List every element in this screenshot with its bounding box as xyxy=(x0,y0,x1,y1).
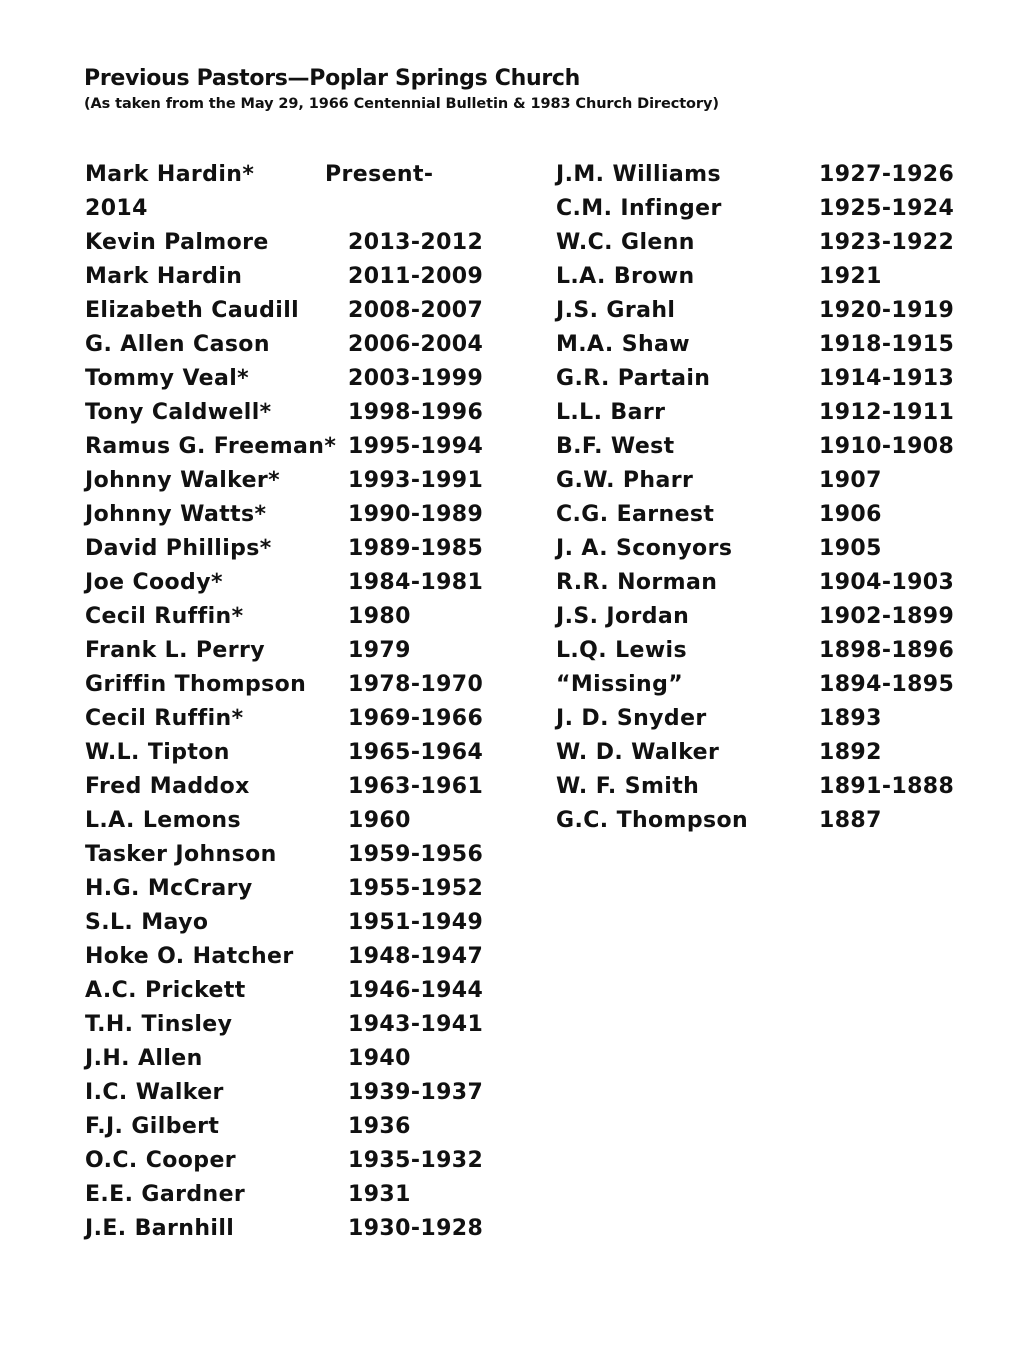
pastor-name: W.C. Glenn xyxy=(556,230,695,255)
pastor-years: 1892 xyxy=(819,740,882,765)
pastor-years: 1902-1899 xyxy=(819,604,955,629)
pastor-years: 1904-1903 xyxy=(819,570,955,595)
pastor-entry xyxy=(85,872,505,906)
pastor-name: J. A. Sconyors xyxy=(556,536,733,561)
pastor-years: 1960 xyxy=(348,808,411,833)
pastor-name: “Missing” xyxy=(556,672,684,697)
page-subtitle: (As taken from the May 29, 1966 Centennial Bulletin & 1983 Church Directory) xyxy=(84,96,719,112)
pastor-years: 1910-1908 xyxy=(819,434,955,459)
pastor-years: 1921 xyxy=(819,264,882,289)
pastor-entry xyxy=(85,974,505,1008)
pastor-entry xyxy=(556,600,976,634)
pastor-entry xyxy=(85,1042,505,1076)
pastor-entry xyxy=(85,294,505,328)
pastor-name: Cecil Ruffin* xyxy=(85,706,244,731)
pastor-entry xyxy=(85,328,505,362)
pastor-entry xyxy=(85,1008,505,1042)
pastor-name: I.C. Walker xyxy=(85,1080,224,1105)
pastor-years: 1914-1913 xyxy=(819,366,955,391)
pastor-name: L.A. Lemons xyxy=(85,808,241,833)
pastor-entry xyxy=(85,600,505,634)
pastor-name: L.L. Barr xyxy=(556,400,666,425)
pastor-entry xyxy=(556,702,976,736)
pastor-name: R.R. Norman xyxy=(556,570,718,595)
pastor-name: Griffin Thompson xyxy=(85,672,307,697)
pastor-name: Joe Coody* xyxy=(85,570,223,595)
pastor-years: 1887 xyxy=(819,808,882,833)
pastor-entry xyxy=(556,566,976,600)
pastor-name: Kevin Palmore xyxy=(85,230,269,255)
document-header xyxy=(84,66,719,114)
pastor-years: 1965-1964 xyxy=(348,740,484,765)
pastor-entry xyxy=(85,736,505,770)
pastor-name: O.C. Cooper xyxy=(85,1148,237,1173)
pastor-years: 1893 xyxy=(819,706,882,731)
pastor-entry xyxy=(556,362,976,396)
pastor-name: Frank L. Perry xyxy=(85,638,265,663)
pastor-name: L.Q. Lewis xyxy=(556,638,687,663)
pastor-years: 2013-2012 xyxy=(348,230,484,255)
pastor-name: Johnny Watts* xyxy=(85,502,267,527)
pastor-entry xyxy=(85,702,505,736)
pastor-years: 1935-1932 xyxy=(348,1148,484,1173)
pastor-entry xyxy=(556,532,976,566)
pastor-entry xyxy=(85,226,505,260)
pastor-name: J.M. Williams xyxy=(556,162,721,187)
pastor-name: W. F. Smith xyxy=(556,774,700,799)
pastor-years: 1939-1937 xyxy=(348,1080,484,1105)
pastor-years: 1948-1947 xyxy=(348,944,484,969)
pastor-name: T.H. Tinsley xyxy=(85,1012,233,1037)
pastor-entry xyxy=(85,396,505,430)
pastor-entry xyxy=(85,940,505,974)
pastor-name: Hoke O. Hatcher xyxy=(85,944,294,969)
pastor-entry xyxy=(85,838,505,872)
pastor-years: 1905 xyxy=(819,536,882,561)
pastor-years: 1955-1952 xyxy=(348,876,484,901)
pastor-years: 1912-1911 xyxy=(819,400,955,425)
pastor-name: C.G. Earnest xyxy=(556,502,715,527)
pastor-entry xyxy=(85,158,505,192)
pastor-entry xyxy=(85,464,505,498)
pastor-entry xyxy=(556,668,976,702)
pastor-entry xyxy=(85,906,505,940)
pastor-years: 1930-1928 xyxy=(348,1216,484,1241)
pastor-years: 1906 xyxy=(819,502,882,527)
pastor-name: B.F. West xyxy=(556,434,675,459)
pastor-name: Fred Maddox xyxy=(85,774,250,799)
pastor-years: 1943-1941 xyxy=(348,1012,484,1037)
pastor-years: 1907 xyxy=(819,468,882,493)
pastor-entry xyxy=(85,362,505,396)
pastor-name: W.L. Tipton xyxy=(85,740,230,765)
pastor-entry xyxy=(85,668,505,702)
pastor-years: Present- xyxy=(325,162,434,187)
pastor-list-right xyxy=(556,158,976,838)
pastor-entry xyxy=(85,566,505,600)
pastor-name: Elizabeth Caudill xyxy=(85,298,300,323)
pastor-entry xyxy=(85,770,505,804)
pastor-name: J.E. Barnhill xyxy=(85,1216,235,1241)
pastor-name: David Phillips* xyxy=(85,536,272,561)
pastor-entry xyxy=(85,430,505,464)
pastor-years: 1995-1994 xyxy=(348,434,484,459)
pastor-entry xyxy=(556,498,976,532)
pastor-name: Mark Hardin xyxy=(85,264,243,289)
pastor-years: 1894-1895 xyxy=(819,672,955,697)
pastor-name: J.S. Jordan xyxy=(556,604,690,629)
pastor-years: 1946-1944 xyxy=(348,978,484,1003)
pastor-entry xyxy=(556,430,976,464)
pastor-years: 1979 xyxy=(348,638,411,663)
pastor-years: 1990-1989 xyxy=(348,502,484,527)
pastor-entry xyxy=(85,498,505,532)
pastor-years: 1923-1922 xyxy=(819,230,955,255)
pastor-name: G.C. Thompson xyxy=(556,808,749,833)
pastor-years: 1959-1956 xyxy=(348,842,484,867)
pastor-years: 1984-1981 xyxy=(348,570,484,595)
pastor-entry xyxy=(556,464,976,498)
pastor-years: 1980 xyxy=(348,604,411,629)
pastor-name: Tony Caldwell* xyxy=(85,400,272,425)
pastor-name: G. Allen Cason xyxy=(85,332,270,357)
pastor-years: 1963-1961 xyxy=(348,774,484,799)
pastor-name: Tommy Veal* xyxy=(85,366,250,391)
pastor-entry xyxy=(556,226,976,260)
pastor-years: 1940 xyxy=(348,1046,411,1071)
pastor-years: 1931 xyxy=(348,1182,411,1207)
pastor-years: 1920-1919 xyxy=(819,298,955,323)
pastor-years: 2008-2007 xyxy=(348,298,484,323)
pastor-years: 1936 xyxy=(348,1114,411,1139)
pastor-years: 1989-1985 xyxy=(348,536,484,561)
pastor-years: 1918-1915 xyxy=(819,332,955,357)
pastor-name: Johnny Walker* xyxy=(85,468,281,493)
pastor-years: 1898-1896 xyxy=(819,638,955,663)
pastor-entry-continuation xyxy=(85,192,505,226)
pastor-name: M.A. Shaw xyxy=(556,332,690,357)
pastor-name: E.E. Gardner xyxy=(85,1182,246,1207)
pastor-entry xyxy=(85,1144,505,1178)
pastor-entry xyxy=(85,634,505,668)
pastor-entry xyxy=(85,804,505,838)
pastor-years-continuation: 2014 xyxy=(85,196,148,221)
pastor-entry xyxy=(556,396,976,430)
page-title: Previous Pastors—Poplar Springs Church xyxy=(84,66,581,91)
pastor-name: G.R. Partain xyxy=(556,366,711,391)
pastor-years: 1993-1991 xyxy=(348,468,484,493)
pastor-name: Ramus G. Freeman* xyxy=(85,434,337,459)
pastor-name: Tasker Johnson xyxy=(85,842,277,867)
pastor-entry xyxy=(85,1076,505,1110)
pastor-name: J. D. Snyder xyxy=(556,706,707,731)
pastor-entry xyxy=(556,634,976,668)
pastor-name: Mark Hardin* xyxy=(85,162,255,187)
pastor-entry xyxy=(85,1110,505,1144)
pastor-entry xyxy=(556,328,976,362)
pastor-entry xyxy=(556,260,976,294)
pastor-name: J.H. Allen xyxy=(85,1046,203,1071)
pastor-years: 2003-1999 xyxy=(348,366,484,391)
pastor-name: J.S. Grahl xyxy=(556,298,676,323)
pastor-name: L.A. Brown xyxy=(556,264,695,289)
pastor-entry xyxy=(556,736,976,770)
pastor-name: W. D. Walker xyxy=(556,740,720,765)
pastor-entry xyxy=(85,1212,505,1246)
pastor-entry xyxy=(85,260,505,294)
pastor-entry xyxy=(556,294,976,328)
pastor-years: 1998-1996 xyxy=(348,400,484,425)
pastor-name: H.G. McCrary xyxy=(85,876,253,901)
pastor-entry xyxy=(85,1178,505,1212)
pastor-name: G.W. Pharr xyxy=(556,468,694,493)
pastor-years: 1969-1966 xyxy=(348,706,484,731)
pastor-name: Cecil Ruffin* xyxy=(85,604,244,629)
pastor-years: 1951-1949 xyxy=(348,910,484,935)
pastor-entry xyxy=(556,158,976,192)
pastor-list-left xyxy=(85,158,505,1246)
pastor-entry xyxy=(85,532,505,566)
pastor-years: 2011-2009 xyxy=(348,264,484,289)
pastor-entry xyxy=(556,770,976,804)
pastor-name: A.C. Prickett xyxy=(85,978,246,1003)
pastor-entry xyxy=(556,804,976,838)
pastor-entry xyxy=(556,192,976,226)
pastor-years: 1927-1926 xyxy=(819,162,955,187)
pastor-name: F.J. Gilbert xyxy=(85,1114,220,1139)
pastor-years: 2006-2004 xyxy=(348,332,484,357)
pastor-years: 1925-1924 xyxy=(819,196,955,221)
pastor-name: S.L. Mayo xyxy=(85,910,209,935)
pastor-name: C.M. Infinger xyxy=(556,196,722,221)
pastor-years: 1978-1970 xyxy=(348,672,484,697)
pastor-years: 1891-1888 xyxy=(819,774,955,799)
